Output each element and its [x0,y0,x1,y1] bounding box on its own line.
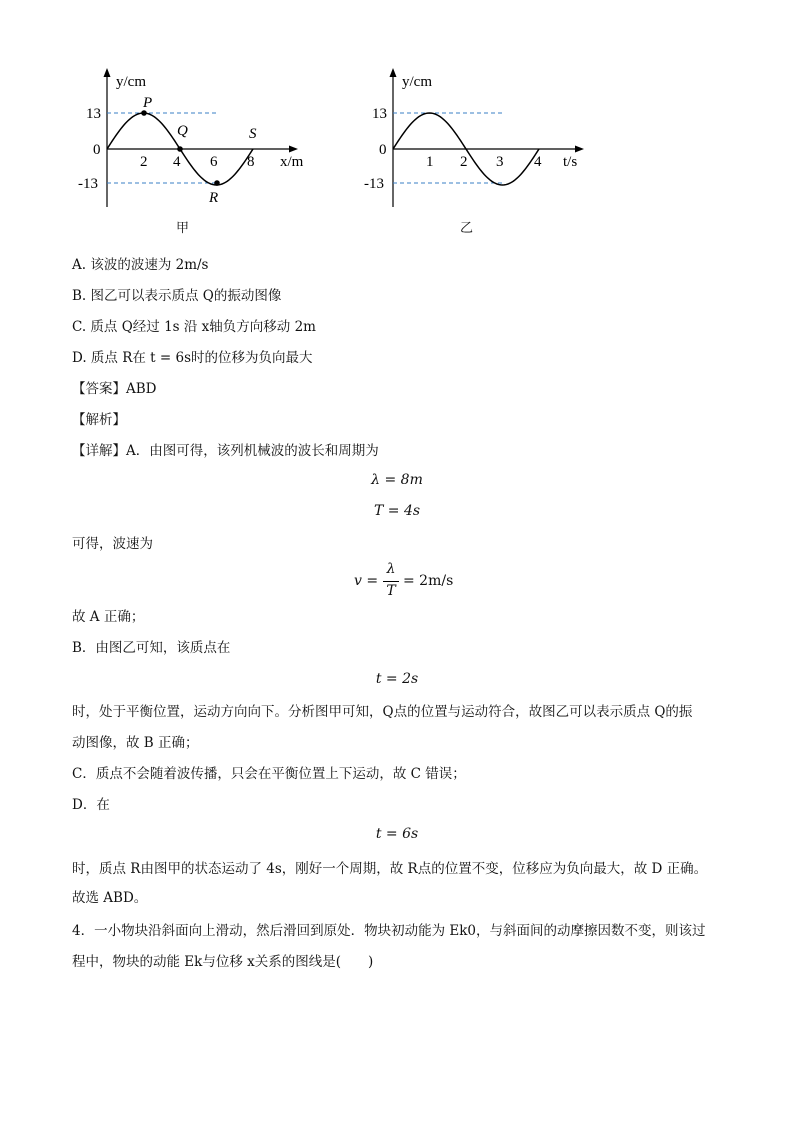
figure-jia-caption: 甲 [176,221,190,236]
y-tick-bottom: -13 [78,176,98,192]
detail-intro: 【详解】A．由图可得，该列机械波的波长和周期为 [72,443,379,459]
point-r-dot [214,180,220,186]
x-axis-arrow [575,146,584,153]
equation-period: T = 4s [373,503,421,519]
b-line-2: 动图像，故 B 正确； [72,735,199,751]
c-line: C．质点不会随着波传播，只会在平衡位置上下运动，故 C 错误； [72,766,466,782]
point-r-label: R [209,190,219,206]
y-axis-arrow [390,68,397,77]
equation-lambda: λ = 8m [371,472,423,488]
y-axis-label: y/cm [116,74,146,90]
equation-velocity-numerator: λ [386,561,396,577]
figure-jia-graph [70,62,340,212]
x-tick-2: 2 [460,154,468,170]
question-4-line-1: 4．一小物块沿斜面向上滑动，然后滑回到原处．物块初动能为 Ek0，与斜面间的动摩擦因数不变，则该过 [72,923,706,939]
y-tick-top: 13 [372,106,387,122]
option-b: B. 图乙可以表示质点 Q的振动图像 [72,288,282,304]
equation-velocity-left: v = [354,573,379,589]
y-axis-arrow [104,68,111,77]
option-a: A. 该波的波速为 2m/s [72,257,209,273]
y-tick-zero: 0 [379,142,387,158]
x-tick-1: 1 [426,154,434,170]
equation-velocity-denominator: T [386,583,396,599]
point-q-dot [177,146,183,152]
b-intro: B．由图乙可知，该质点在 [72,640,231,656]
analysis-heading: 【解析】 [72,412,126,428]
figure-yi-caption: 乙 [460,221,474,236]
x-tick-4: 4 [173,154,181,170]
x-tick-4: 4 [534,154,542,170]
option-d: D. 质点 R在 t = 6s时的位移为负向最大 [72,350,313,366]
y-tick-zero: 0 [93,142,101,158]
final-choice: 故选 ABD。 [72,890,148,906]
x-axis-arrow [289,146,298,153]
x-axis-label: x/m [280,154,304,170]
question-4-line-2: 程中，物块的动能 Ek与位移 x关系的图线是( ) [72,954,374,970]
d-intro: D．在 [72,797,110,813]
velocity-intro: 可得，波速为 [72,536,153,552]
equation-velocity-right: = 2m/s [403,573,454,589]
fraction-bar [383,581,399,582]
x-tick-6: 6 [210,154,218,170]
y-axis-label: y/cm [402,74,432,90]
point-q-label: Q [177,123,188,139]
d-line: 时，质点 R由图甲的状态运动了 4s，刚好一个周期，故 R点的位置不变，位移应为负向最大，故 D 正确。 [72,861,708,877]
point-p-label: P [143,95,153,111]
x-tick-2: 2 [140,154,148,170]
b-line-1: 时，处于平衡位置，运动方向向下。分析图甲可知，Q点的位置与运动符合，故图乙可以表示质点 Q的振 [72,704,693,720]
figure-yi-graph [356,62,626,212]
point-p-dot [141,110,147,116]
x-axis-label: t/s [563,154,578,170]
equation-t6: t = 6s [375,826,419,842]
equation-t2: t = 2s [375,671,419,687]
point-s-label: S [249,126,257,142]
a-conclusion: 故 A 正确； [72,609,145,625]
y-tick-bottom: -13 [364,176,384,192]
option-c: C. 质点 Q经过 1s 沿 x轴负方向移动 2m [72,319,316,335]
y-tick-top: 13 [86,106,101,122]
answer-line: 【答案】ABD [72,381,157,397]
x-tick-8: 8 [247,154,255,170]
x-tick-3: 3 [496,154,504,170]
